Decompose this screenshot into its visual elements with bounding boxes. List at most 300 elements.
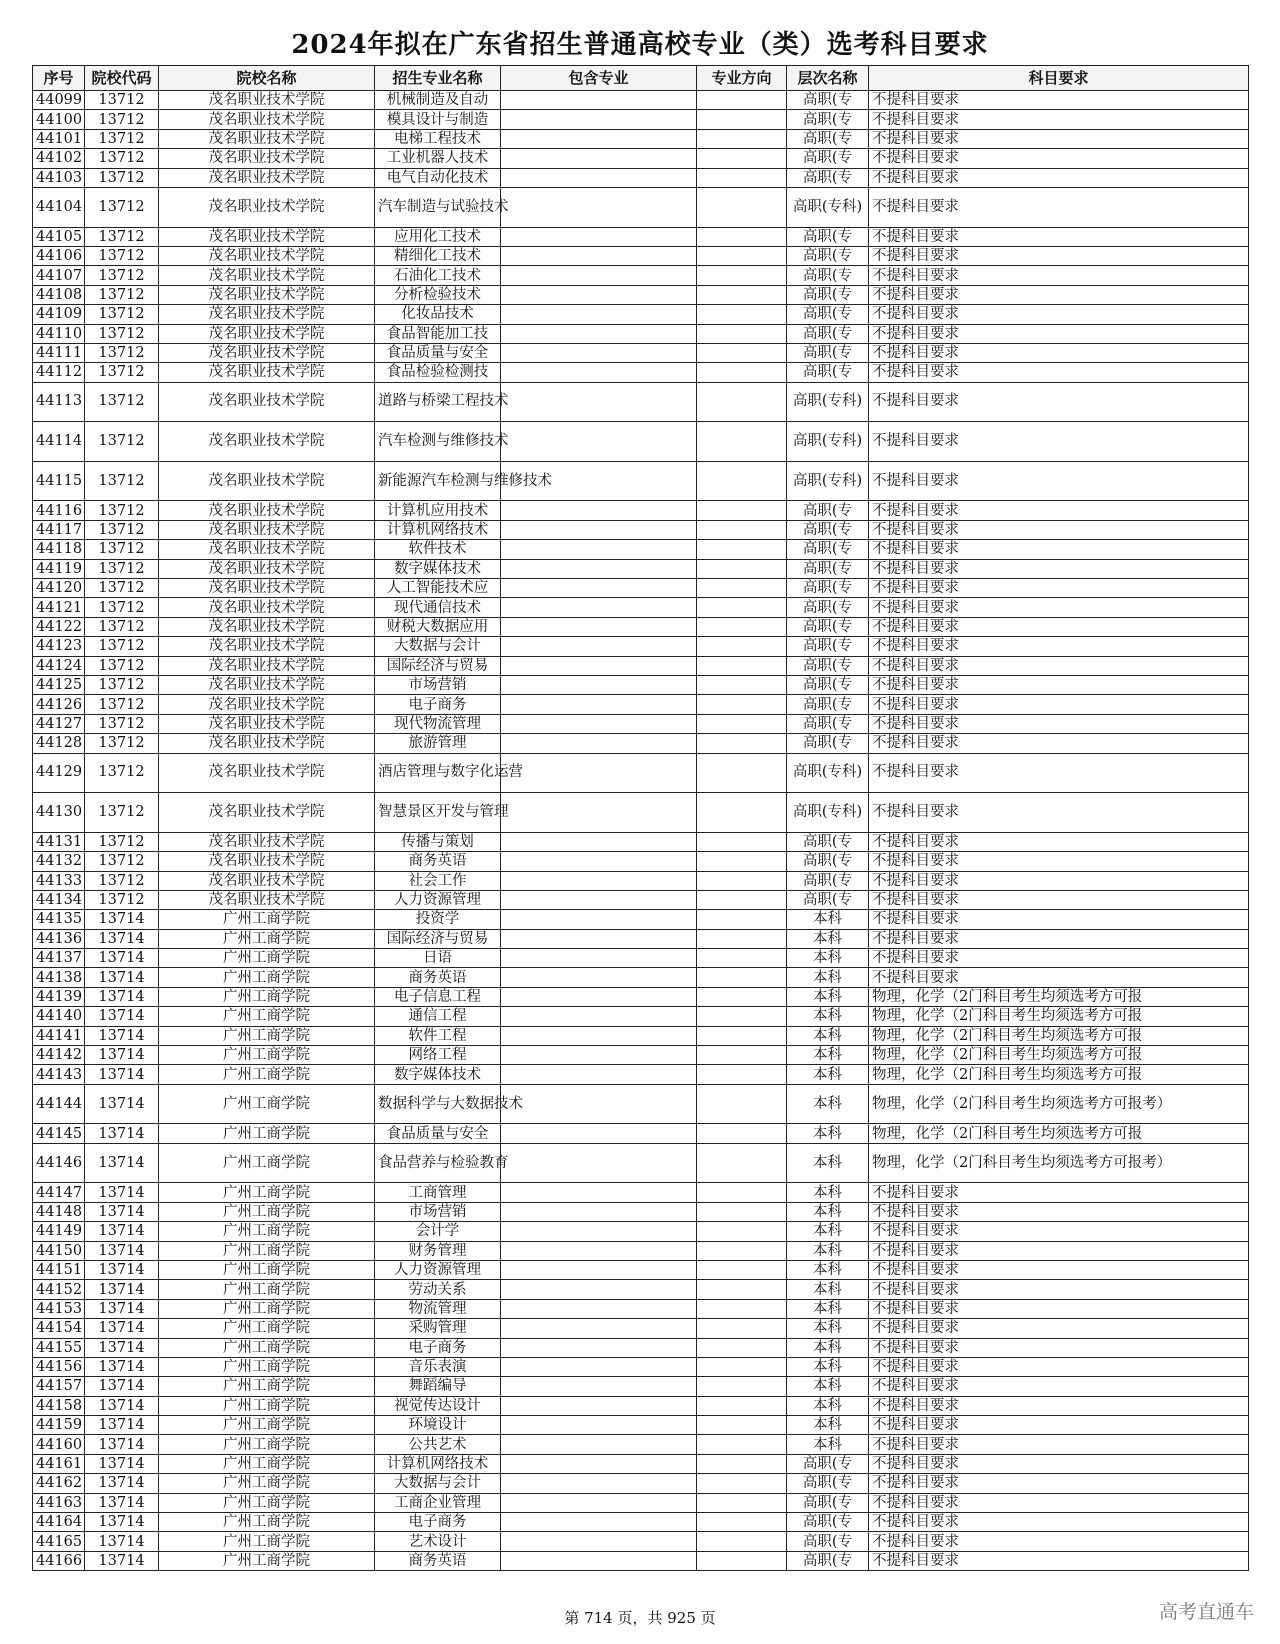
cell-major-name: 商务英语 xyxy=(375,852,501,871)
cell-included-majors xyxy=(501,987,697,1006)
cell-level: 高职(专科) xyxy=(787,187,869,227)
cell-school-name: 广州工商学院 xyxy=(159,910,375,929)
cell-subject-requirement: 不提科目要求 xyxy=(869,1532,1249,1551)
cell-seq: 44125 xyxy=(33,675,85,694)
cell-subject-requirement: 不提科目要求 xyxy=(869,1241,1249,1260)
cell-major-name: 食品智能加工技 xyxy=(375,324,501,343)
cell-level: 高职(专 xyxy=(787,675,869,694)
cell-school-name: 茂名职业技术学院 xyxy=(159,637,375,656)
cell-seq: 44136 xyxy=(33,929,85,948)
cell-school-code: 13714 xyxy=(85,1299,159,1318)
cell-seq: 44105 xyxy=(33,227,85,246)
cell-school-name: 茂名职业技术学院 xyxy=(159,343,375,362)
cell-major-direction xyxy=(697,1183,787,1202)
cell-seq: 44148 xyxy=(33,1202,85,1221)
cell-included-majors xyxy=(501,559,697,578)
cell-major-direction xyxy=(697,1338,787,1357)
cell-school-code: 13714 xyxy=(85,1026,159,1045)
cell-included-majors xyxy=(501,1357,697,1376)
table-row xyxy=(33,1493,1249,1512)
cell-subject-requirement: 不提科目要求 xyxy=(869,714,1249,733)
cell-major-name: 日语 xyxy=(375,949,501,968)
cell-level: 本科 xyxy=(787,1026,869,1045)
cell-level: 高职(专科) xyxy=(787,422,869,462)
cell-major-direction xyxy=(697,579,787,598)
cell-seq: 44128 xyxy=(33,734,85,753)
cell-seq: 44166 xyxy=(33,1551,85,1570)
cell-school-name: 广州工商学院 xyxy=(159,1454,375,1473)
cell-level: 高职(专 xyxy=(787,266,869,285)
cell-school-code: 13714 xyxy=(85,1143,159,1183)
cell-major-direction xyxy=(697,910,787,929)
cell-level: 高职(专 xyxy=(787,110,869,129)
cell-major-direction xyxy=(697,598,787,617)
cell-major-name: 人力资源管理 xyxy=(375,1260,501,1279)
header-school-code: 院校代码 xyxy=(85,66,159,91)
cell-included-majors xyxy=(501,285,697,304)
cell-school-code: 13712 xyxy=(85,129,159,148)
cell-level: 本科 xyxy=(787,987,869,1006)
cell-major-direction xyxy=(697,1222,787,1241)
cell-included-majors xyxy=(501,890,697,909)
cell-included-majors xyxy=(501,187,697,227)
cell-subject-requirement: 不提科目要求 xyxy=(869,246,1249,265)
cell-level: 本科 xyxy=(787,1007,869,1026)
cell-seq: 44158 xyxy=(33,1396,85,1415)
cell-seq: 44126 xyxy=(33,695,85,714)
cell-school-code: 13714 xyxy=(85,1124,159,1143)
cell-subject-requirement: 不提科目要求 xyxy=(869,91,1249,110)
cell-school-name: 广州工商学院 xyxy=(159,1474,375,1493)
cell-seq: 44163 xyxy=(33,1493,85,1512)
table-row xyxy=(33,1143,1249,1183)
cell-seq: 44154 xyxy=(33,1319,85,1338)
cell-seq: 44145 xyxy=(33,1124,85,1143)
cell-level: 高职(专科) xyxy=(787,461,869,501)
table-row xyxy=(33,734,1249,753)
page-title: 2024年拟在广东省招生普通高校专业（类）选考科目要求 xyxy=(291,30,989,60)
cell-subject-requirement: 不提科目要求 xyxy=(869,227,1249,246)
cell-major-direction xyxy=(697,695,787,714)
table-row xyxy=(33,753,1249,793)
cell-included-majors xyxy=(501,734,697,753)
cell-included-majors xyxy=(501,1513,697,1532)
cell-seq: 44140 xyxy=(33,1007,85,1026)
cell-school-name: 广州工商学院 xyxy=(159,1124,375,1143)
cell-level: 高职(专 xyxy=(787,1513,869,1532)
cell-major-name: 软件技术 xyxy=(375,540,501,559)
table-row xyxy=(33,168,1249,187)
cell-major-name: 国际经济与贸易 xyxy=(375,656,501,675)
cell-major-name: 化妆品技术 xyxy=(375,305,501,324)
cell-seq: 44161 xyxy=(33,1454,85,1473)
cell-major-name: 国际经济与贸易 xyxy=(375,929,501,948)
cell-major-name: 新能源汽车检测与维修技术 xyxy=(375,461,501,501)
cell-seq: 44118 xyxy=(33,540,85,559)
cell-major-name: 分析检验技术 xyxy=(375,285,501,304)
cell-subject-requirement: 不提科目要求 xyxy=(869,1416,1249,1435)
cell-school-name: 茂名职业技术学院 xyxy=(159,656,375,675)
cell-subject-requirement: 不提科目要求 xyxy=(869,1396,1249,1415)
cell-level: 高职(专 xyxy=(787,871,869,890)
cell-school-name: 茂名职业技术学院 xyxy=(159,422,375,462)
cell-school-code: 13714 xyxy=(85,1357,159,1376)
watermark-text: 高考直通车 xyxy=(1158,1601,1254,1623)
cell-seq: 44152 xyxy=(33,1280,85,1299)
cell-major-name: 物流管理 xyxy=(375,1299,501,1318)
cell-included-majors xyxy=(501,324,697,343)
requirements-table xyxy=(32,65,1249,1571)
cell-school-code: 13714 xyxy=(85,1241,159,1260)
cell-school-code: 13712 xyxy=(85,656,159,675)
cell-seq: 44131 xyxy=(33,832,85,851)
cell-school-code: 13714 xyxy=(85,1183,159,1202)
cell-level: 本科 xyxy=(787,929,869,948)
cell-major-name: 电气自动化技术 xyxy=(375,168,501,187)
cell-level: 本科 xyxy=(787,968,869,987)
cell-level: 高职(专 xyxy=(787,734,869,753)
cell-seq: 44159 xyxy=(33,1416,85,1435)
cell-school-name: 茂名职业技术学院 xyxy=(159,501,375,520)
cell-level: 高职(专 xyxy=(787,1493,869,1512)
cell-level: 高职(专 xyxy=(787,637,869,656)
cell-included-majors xyxy=(501,1046,697,1065)
cell-school-code: 13714 xyxy=(85,1280,159,1299)
table-row xyxy=(33,520,1249,539)
cell-level: 高职(专 xyxy=(787,832,869,851)
cell-major-name: 通信工程 xyxy=(375,1007,501,1026)
table-row xyxy=(33,324,1249,343)
header-subject-requirement: 科目要求 xyxy=(869,66,1249,91)
cell-included-majors xyxy=(501,1474,697,1493)
cell-school-code: 13712 xyxy=(85,305,159,324)
cell-subject-requirement: 不提科目要求 xyxy=(869,305,1249,324)
cell-major-direction xyxy=(697,266,787,285)
cell-seq: 44120 xyxy=(33,579,85,598)
cell-subject-requirement: 不提科目要求 xyxy=(869,1435,1249,1454)
cell-school-code: 13712 xyxy=(85,579,159,598)
cell-seq: 44104 xyxy=(33,187,85,227)
cell-major-name: 食品质量与安全 xyxy=(375,343,501,362)
cell-school-name: 茂名职业技术学院 xyxy=(159,363,375,382)
cell-major-name: 投资学 xyxy=(375,910,501,929)
cell-major-direction xyxy=(697,675,787,694)
table-row xyxy=(33,1551,1249,1570)
cell-major-name: 工业机器人技术 xyxy=(375,149,501,168)
cell-major-direction xyxy=(697,832,787,851)
cell-subject-requirement: 不提科目要求 xyxy=(869,1299,1249,1318)
cell-major-name: 传播与策划 xyxy=(375,832,501,851)
cell-level: 高职(专 xyxy=(787,1551,869,1570)
cell-seq: 44115 xyxy=(33,461,85,501)
cell-major-direction xyxy=(697,637,787,656)
cell-included-majors xyxy=(501,832,697,851)
cell-level: 高职(专科) xyxy=(787,382,869,422)
cell-included-majors xyxy=(501,1007,697,1026)
cell-school-code: 13714 xyxy=(85,1474,159,1493)
cell-seq: 44114 xyxy=(33,422,85,462)
cell-school-code: 13712 xyxy=(85,753,159,793)
cell-level: 本科 xyxy=(787,1065,869,1084)
cell-level: 高职(专 xyxy=(787,305,869,324)
table-row xyxy=(33,382,1249,422)
cell-major-direction xyxy=(697,1007,787,1026)
cell-seq: 44149 xyxy=(33,1222,85,1241)
cell-subject-requirement: 不提科目要求 xyxy=(869,852,1249,871)
cell-level: 本科 xyxy=(787,1280,869,1299)
cell-school-name: 广州工商学院 xyxy=(159,1319,375,1338)
cell-level: 高职(专 xyxy=(787,714,869,733)
cell-level: 本科 xyxy=(787,1299,869,1318)
cell-school-code: 13712 xyxy=(85,501,159,520)
cell-seq: 44102 xyxy=(33,149,85,168)
cell-included-majors xyxy=(501,968,697,987)
cell-school-code: 13712 xyxy=(85,832,159,851)
cell-school-name: 广州工商学院 xyxy=(159,1377,375,1396)
cell-school-code: 13714 xyxy=(85,1551,159,1570)
table-row xyxy=(33,1338,1249,1357)
cell-school-code: 13714 xyxy=(85,1046,159,1065)
cell-level: 本科 xyxy=(787,1183,869,1202)
cell-seq: 44100 xyxy=(33,110,85,129)
cell-school-code: 13712 xyxy=(85,714,159,733)
cell-major-name: 财务管理 xyxy=(375,1241,501,1260)
table-row xyxy=(33,1357,1249,1376)
cell-school-code: 13714 xyxy=(85,1493,159,1512)
cell-major-direction xyxy=(697,1551,787,1570)
table-row xyxy=(33,305,1249,324)
cell-major-direction xyxy=(697,753,787,793)
cell-school-name: 茂名职业技术学院 xyxy=(159,890,375,909)
cell-seq: 44121 xyxy=(33,598,85,617)
cell-seq: 44139 xyxy=(33,987,85,1006)
cell-major-direction xyxy=(697,1280,787,1299)
cell-included-majors xyxy=(501,382,697,422)
cell-major-direction xyxy=(697,1065,787,1084)
cell-included-majors xyxy=(501,910,697,929)
cell-major-name: 酒店管理与数字化运营 xyxy=(375,753,501,793)
table-row xyxy=(33,343,1249,362)
cell-subject-requirement: 不提科目要求 xyxy=(869,1338,1249,1357)
cell-school-code: 13712 xyxy=(85,187,159,227)
cell-seq: 44142 xyxy=(33,1046,85,1065)
cell-major-name: 网络工程 xyxy=(375,1046,501,1065)
cell-major-direction xyxy=(697,793,787,833)
table-row xyxy=(33,1124,1249,1143)
cell-subject-requirement: 不提科目要求 xyxy=(869,343,1249,362)
table-row xyxy=(33,559,1249,578)
cell-included-majors xyxy=(501,520,697,539)
table-row xyxy=(33,949,1249,968)
cell-subject-requirement: 不提科目要求 xyxy=(869,617,1249,636)
cell-major-direction xyxy=(697,520,787,539)
table-row xyxy=(33,422,1249,462)
cell-level: 高职(专科) xyxy=(787,793,869,833)
cell-seq: 44151 xyxy=(33,1260,85,1279)
cell-subject-requirement: 不提科目要求 xyxy=(869,110,1249,129)
cell-major-name: 采购管理 xyxy=(375,1319,501,1338)
cell-seq: 44160 xyxy=(33,1435,85,1454)
cell-school-code: 13714 xyxy=(85,1222,159,1241)
cell-seq: 44157 xyxy=(33,1377,85,1396)
cell-included-majors xyxy=(501,246,697,265)
cell-subject-requirement: 不提科目要求 xyxy=(869,1377,1249,1396)
cell-major-direction xyxy=(697,129,787,148)
cell-level: 本科 xyxy=(787,1338,869,1357)
cell-major-name: 食品质量与安全 xyxy=(375,1124,501,1143)
cell-major-direction xyxy=(697,343,787,362)
cell-seq: 44117 xyxy=(33,520,85,539)
cell-major-name: 市场营销 xyxy=(375,1202,501,1221)
cell-school-name: 广州工商学院 xyxy=(159,1338,375,1357)
cell-school-name: 广州工商学院 xyxy=(159,1183,375,1202)
cell-subject-requirement: 物理，化学（2门科目考生均须选考方可报考） xyxy=(869,1143,1249,1183)
cell-major-name: 环境设计 xyxy=(375,1416,501,1435)
cell-subject-requirement: 不提科目要求 xyxy=(869,501,1249,520)
cell-school-name: 广州工商学院 xyxy=(159,949,375,968)
cell-subject-requirement: 不提科目要求 xyxy=(869,1260,1249,1279)
cell-seq: 44138 xyxy=(33,968,85,987)
cell-included-majors xyxy=(501,1532,697,1551)
cell-level: 高职(专 xyxy=(787,1532,869,1551)
cell-school-code: 13714 xyxy=(85,1202,159,1221)
cell-subject-requirement: 不提科目要求 xyxy=(869,871,1249,890)
cell-included-majors xyxy=(501,871,697,890)
cell-seq: 44155 xyxy=(33,1338,85,1357)
cell-school-code: 13714 xyxy=(85,1084,159,1124)
cell-major-name: 软件工程 xyxy=(375,1026,501,1045)
cell-seq: 44113 xyxy=(33,382,85,422)
cell-seq: 44116 xyxy=(33,501,85,520)
cell-subject-requirement: 物理，化学（2门科目考生均须选考方可报 xyxy=(869,1026,1249,1045)
cell-seq: 44162 xyxy=(33,1474,85,1493)
cell-subject-requirement: 不提科目要求 xyxy=(869,656,1249,675)
cell-school-code: 13714 xyxy=(85,987,159,1006)
cell-included-majors xyxy=(501,343,697,362)
cell-school-code: 13712 xyxy=(85,227,159,246)
cell-level: 高职(专 xyxy=(787,1474,869,1493)
cell-level: 本科 xyxy=(787,949,869,968)
cell-major-name: 商务英语 xyxy=(375,968,501,987)
cell-major-direction xyxy=(697,149,787,168)
cell-included-majors xyxy=(501,1396,697,1415)
cell-school-code: 13712 xyxy=(85,461,159,501)
cell-included-majors xyxy=(501,1493,697,1512)
cell-major-name: 舞蹈编导 xyxy=(375,1377,501,1396)
table-row xyxy=(33,579,1249,598)
cell-school-name: 茂名职业技术学院 xyxy=(159,285,375,304)
cell-level: 本科 xyxy=(787,1046,869,1065)
cell-major-direction xyxy=(697,1513,787,1532)
table-row xyxy=(33,1435,1249,1454)
table-body xyxy=(33,91,1249,1571)
cell-subject-requirement: 不提科目要求 xyxy=(869,637,1249,656)
cell-school-code: 13712 xyxy=(85,168,159,187)
cell-school-code: 13712 xyxy=(85,559,159,578)
cell-subject-requirement: 不提科目要求 xyxy=(869,324,1249,343)
cell-included-majors xyxy=(501,422,697,462)
table-row xyxy=(33,1474,1249,1493)
table-row xyxy=(33,1183,1249,1202)
table-row xyxy=(33,832,1249,851)
cell-major-name: 电子商务 xyxy=(375,1513,501,1532)
cell-subject-requirement: 不提科目要求 xyxy=(869,929,1249,948)
cell-school-code: 13712 xyxy=(85,598,159,617)
cell-major-direction xyxy=(697,1532,787,1551)
cell-level: 本科 xyxy=(787,910,869,929)
cell-major-name: 电梯工程技术 xyxy=(375,129,501,148)
cell-seq: 44146 xyxy=(33,1143,85,1183)
cell-major-name: 艺术设计 xyxy=(375,1532,501,1551)
cell-included-majors xyxy=(501,1280,697,1299)
cell-major-direction xyxy=(697,1299,787,1318)
cell-included-majors xyxy=(501,305,697,324)
cell-subject-requirement: 不提科目要求 xyxy=(869,187,1249,227)
table-row xyxy=(33,129,1249,148)
cell-major-name: 旅游管理 xyxy=(375,734,501,753)
cell-major-name: 计算机网络技术 xyxy=(375,1454,501,1473)
cell-major-name: 计算机应用技术 xyxy=(375,501,501,520)
table-row xyxy=(33,1513,1249,1532)
cell-level: 高职(专 xyxy=(787,246,869,265)
cell-level: 高职(专 xyxy=(787,579,869,598)
cell-subject-requirement: 不提科目要求 xyxy=(869,1493,1249,1512)
cell-level: 本科 xyxy=(787,1124,869,1143)
cell-seq: 44150 xyxy=(33,1241,85,1260)
cell-major-direction xyxy=(697,246,787,265)
cell-school-name: 广州工商学院 xyxy=(159,987,375,1006)
cell-major-name: 电子商务 xyxy=(375,695,501,714)
cell-school-name: 茂名职业技术学院 xyxy=(159,675,375,694)
cell-included-majors xyxy=(501,1026,697,1045)
cell-school-name: 广州工商学院 xyxy=(159,968,375,987)
table-row xyxy=(33,1007,1249,1026)
cell-major-direction xyxy=(697,324,787,343)
cell-school-code: 13712 xyxy=(85,734,159,753)
table-row xyxy=(33,1222,1249,1241)
cell-major-direction xyxy=(697,656,787,675)
cell-included-majors xyxy=(501,1222,697,1241)
cell-school-code: 13712 xyxy=(85,266,159,285)
cell-major-name: 财税大数据应用 xyxy=(375,617,501,636)
cell-school-name: 广州工商学院 xyxy=(159,1493,375,1512)
cell-subject-requirement: 物理，化学（2门科目考生均须选考方可报 xyxy=(869,1046,1249,1065)
cell-included-majors xyxy=(501,149,697,168)
cell-included-majors xyxy=(501,227,697,246)
table-row xyxy=(33,149,1249,168)
table-row xyxy=(33,617,1249,636)
cell-school-name: 茂名职业技术学院 xyxy=(159,714,375,733)
cell-school-code: 13712 xyxy=(85,324,159,343)
cell-level: 本科 xyxy=(787,1435,869,1454)
cell-level: 本科 xyxy=(787,1222,869,1241)
cell-subject-requirement: 不提科目要求 xyxy=(869,285,1249,304)
cell-major-name: 精细化工技术 xyxy=(375,246,501,265)
cell-major-name: 汽车制造与试验技术 xyxy=(375,187,501,227)
cell-school-name: 广州工商学院 xyxy=(159,1299,375,1318)
table-row xyxy=(33,793,1249,833)
cell-school-code: 13714 xyxy=(85,1319,159,1338)
cell-school-code: 13714 xyxy=(85,949,159,968)
table-row xyxy=(33,187,1249,227)
cell-school-name: 茂名职业技术学院 xyxy=(159,559,375,578)
cell-subject-requirement: 物理，化学（2门科目考生均须选考方可报 xyxy=(869,1124,1249,1143)
cell-level: 高职(专 xyxy=(787,501,869,520)
cell-school-name: 广州工商学院 xyxy=(159,1532,375,1551)
cell-major-name: 工商企业管理 xyxy=(375,1493,501,1512)
cell-level: 高职(专 xyxy=(787,168,869,187)
table-row xyxy=(33,246,1249,265)
